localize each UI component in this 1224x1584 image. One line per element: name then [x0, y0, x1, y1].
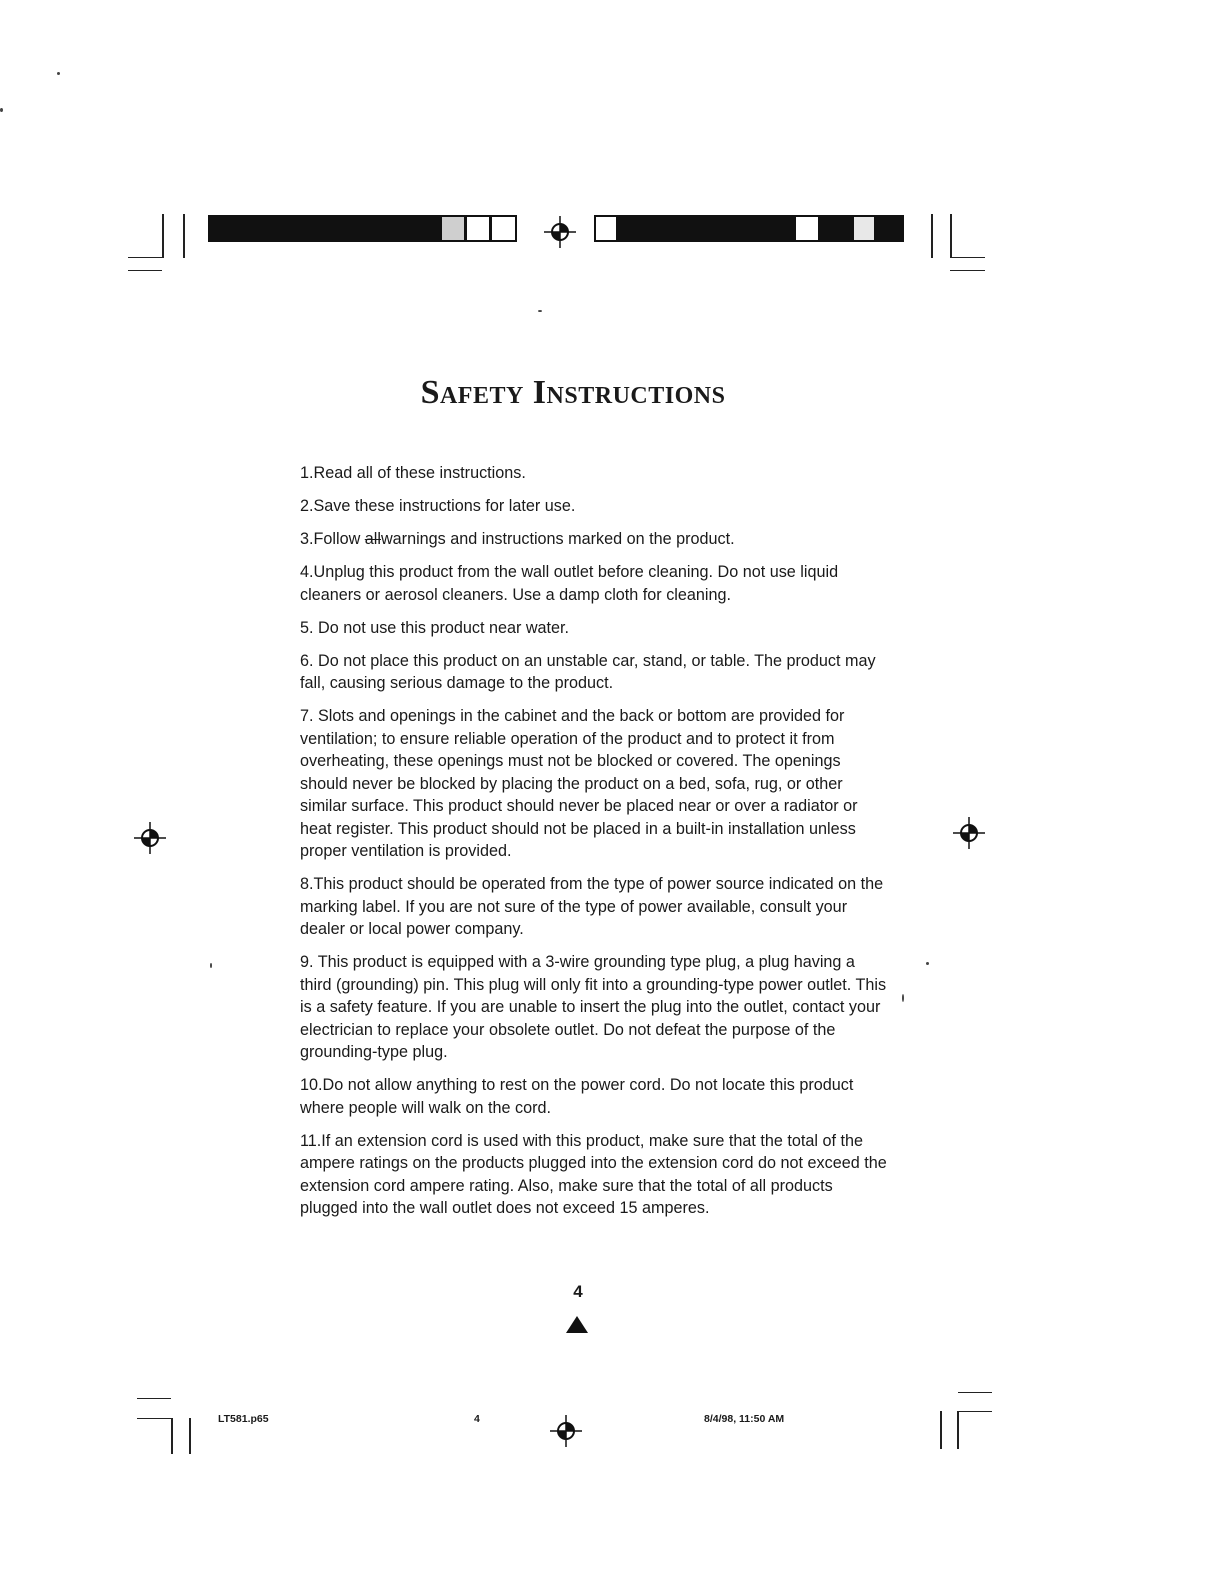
instruction-item: [300, 705, 890, 863]
crop-mark-bottom-right-v2: [957, 1411, 959, 1449]
crop-mark-bottom-left-h: [137, 1398, 171, 1399]
color-bar-box: [440, 215, 466, 242]
instruction-text: 1.Read all of these instructions.: [300, 464, 526, 482]
instruction-text: 11.If an extension cord is used with this product, make sure that the total of the ampere ratings on the products plugged into the extension cord do not exceed the extension cord ampere rating. Also, make sure that the total of all products plugged into the wall outlet does not exceed 15 amperes.: [300, 1131, 887, 1217]
crop-mark-bottom-left-v: [171, 1418, 173, 1454]
page-number: 4: [573, 1282, 583, 1301]
crop-mark-bottom-right-h: [958, 1392, 992, 1393]
crop-mark-bottom-right-h2: [958, 1411, 992, 1412]
crop-mark-top-left-h2: [128, 270, 162, 271]
instruction-item: [300, 462, 890, 485]
registration-mark-icon: [951, 815, 987, 851]
scan-speck: [538, 310, 542, 312]
registration-mark-icon: [542, 214, 578, 250]
color-bar-box: [490, 215, 517, 242]
crop-mark-top-right-h: [950, 257, 985, 258]
color-bar-box: [852, 215, 876, 242]
scan-speck: [0, 108, 3, 112]
instruction-item: [300, 1130, 890, 1220]
instruction-item: [300, 873, 890, 941]
instruction-struck-text: all: [364, 530, 381, 548]
instruction-text: 9. This product is equipped with a 3-wire grounding type plug, a plug having a third (grounding) pin. This plug will only fit into a grounding-type power outlet. This is a safety feature. If you are unable to insert the plug into the outlet, contact your electrician to replace your obsolete outlet. Do not defeat the purpose of the grounding-type plug.: [300, 953, 887, 1061]
crop-mark-top-right-h2: [950, 270, 985, 271]
color-bar-right: [617, 215, 794, 242]
scan-speck: [926, 962, 929, 965]
instruction-item: [300, 1074, 890, 1119]
footer-page: 4: [474, 1413, 480, 1425]
crop-mark-bottom-left-h2: [137, 1418, 172, 1419]
instruction-text: 6. Do not place this product on an unstable car, stand, or table. The product may fall, causing serious damage to the product.: [300, 651, 876, 692]
color-bar-box: [794, 215, 820, 242]
instruction-item: [300, 650, 890, 695]
color-bar-right: [820, 215, 852, 242]
footer-filename: LT581.p65: [218, 1413, 269, 1425]
crop-mark-top-left-h: [128, 257, 163, 258]
footer-timestamp: 8/4/98, 11:50 AM: [704, 1413, 785, 1425]
scan-speck: [210, 963, 212, 968]
page-title: Safety Instructions: [420, 374, 726, 411]
crop-mark-bottom-left-v2: [189, 1418, 191, 1454]
registration-mark-icon: [132, 820, 168, 856]
crop-mark-top-left-v2: [183, 214, 185, 258]
scan-speck: [57, 72, 60, 75]
instruction-text: 2.Save these instructions for later use.: [300, 497, 576, 515]
instruction-item: [300, 561, 890, 606]
crop-mark-top-right-v: [931, 214, 933, 258]
instruction-text: 3.Follow: [300, 530, 365, 548]
instruction-text: warnings and instructions marked on the product.: [380, 530, 735, 548]
instruction-text: 7. Slots and openings in the cabinet and the back or bottom are provided for ventilation; to ensure reliable operation of the product and to protect it from overheating, these openings must not be blocked or covered. The openings should never be blocked by placing the product on a bed, sofa, rug, or other similar surface. This product should never be placed near or over a radiator or heat register. This product should not be placed in a built-in installation unless proper ventilation is provided.: [300, 707, 858, 860]
color-bar-box: [465, 215, 491, 242]
color-bar-box: [594, 215, 618, 242]
instruction-item: [300, 495, 890, 518]
crop-mark-top-left-v: [162, 214, 164, 258]
crop-mark-bottom-right-v: [940, 1411, 942, 1449]
instruction-text: 10.Do not allow anything to rest on the power cord. Do not locate this product where people will walk on the cord.: [300, 1076, 854, 1117]
scan-speck: [902, 994, 904, 1002]
registration-mark-icon: [548, 1413, 584, 1449]
color-bar-left: [208, 215, 440, 242]
instruction-item: [300, 617, 890, 640]
instruction-text: 4.Unplug this product from the wall outlet before cleaning. Do not use liquid cleaners or aerosol cleaners. Use a damp cloth for cleaning.: [300, 563, 839, 604]
color-bar-right: [876, 215, 904, 242]
safety-instructions-list: [300, 462, 890, 1230]
instruction-text: 5. Do not use this product near water.: [300, 618, 570, 637]
instruction-item: [300, 951, 890, 1064]
page-up-triangle-icon: [566, 1316, 588, 1333]
crop-mark-top-right-v2: [950, 214, 952, 258]
instruction-item: [300, 528, 890, 551]
instruction-text: 8.This product should be operated from the type of power source indicated on the marking label. If you are not sure of the type of power available, consult your dealer or local power company.: [300, 875, 884, 938]
